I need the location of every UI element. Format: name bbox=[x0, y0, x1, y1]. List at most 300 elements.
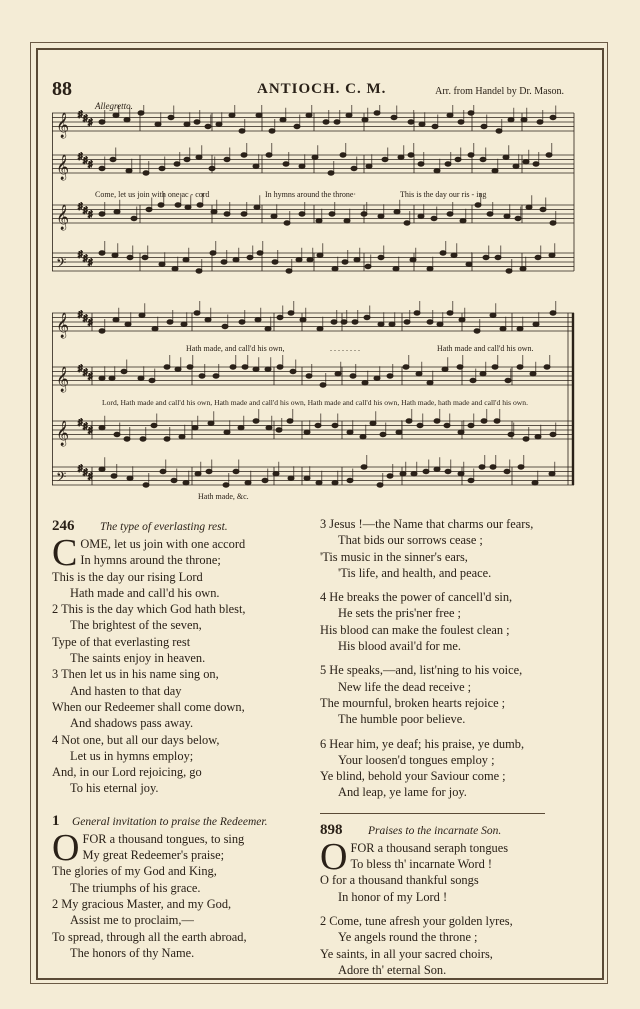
hymn-1-body bbox=[52, 826, 314, 961]
note-head bbox=[431, 216, 437, 220]
note-head bbox=[418, 214, 424, 218]
note-head bbox=[124, 118, 130, 122]
note-head bbox=[183, 258, 189, 262]
note-head bbox=[387, 474, 393, 478]
hymn-898-heading bbox=[320, 822, 582, 840]
treble-clef-icon: 𝄞 bbox=[56, 421, 70, 446]
note-head bbox=[296, 258, 302, 262]
note-head bbox=[99, 166, 105, 170]
note-head bbox=[158, 203, 164, 207]
note-head bbox=[99, 120, 105, 124]
note-head bbox=[253, 164, 259, 168]
verse-line: Ye angels round the throne ; bbox=[338, 930, 478, 945]
note-head bbox=[496, 129, 502, 133]
note-head bbox=[535, 435, 541, 439]
note-head bbox=[494, 419, 500, 423]
note-head bbox=[167, 320, 173, 324]
note-head bbox=[239, 320, 245, 324]
verse-line: New life the dead receive ; bbox=[338, 679, 472, 694]
sharp-icon: ♯ bbox=[83, 253, 88, 263]
note-head bbox=[317, 253, 323, 257]
note-head bbox=[184, 122, 190, 126]
note-head bbox=[546, 153, 552, 157]
verse-line: In hymns around the throne; bbox=[80, 553, 221, 568]
note-head bbox=[403, 365, 409, 369]
note-head bbox=[155, 122, 161, 126]
note-head bbox=[408, 153, 414, 157]
note-head bbox=[164, 437, 170, 441]
sharp-icon: ♯ bbox=[83, 421, 88, 431]
note-head bbox=[427, 320, 433, 324]
verse-line: 4 Not one, but all our days below, bbox=[52, 732, 220, 747]
note-head bbox=[521, 118, 527, 122]
hymn-246-heading bbox=[52, 518, 314, 536]
verse-line: And, in our Lord rejoicing, go bbox=[52, 765, 202, 780]
verse-line: Let us in hymns employ; bbox=[70, 748, 194, 763]
verse-line: The saints enjoy in heaven. bbox=[70, 651, 206, 666]
note-head bbox=[265, 367, 271, 371]
hymn-number: 1 bbox=[52, 812, 60, 829]
note-head bbox=[537, 120, 543, 124]
treble-clef-icon: 𝄞 bbox=[56, 313, 70, 338]
note-head bbox=[352, 320, 358, 324]
verse-line: 2 This is the day which God hath blest, bbox=[52, 602, 246, 617]
note-head bbox=[380, 432, 386, 436]
note-head bbox=[255, 318, 261, 322]
verse-line: Type of that everlasting rest bbox=[52, 634, 191, 649]
note-head bbox=[159, 166, 165, 170]
note-head bbox=[495, 255, 501, 259]
note-head bbox=[520, 267, 526, 271]
note-head bbox=[211, 210, 217, 214]
clefs bbox=[56, 112, 69, 488]
note-head bbox=[335, 372, 341, 376]
note-head bbox=[350, 374, 356, 378]
page-number: 88 bbox=[52, 78, 72, 100]
sharp-icon: ♯ bbox=[78, 201, 83, 211]
note-head bbox=[411, 472, 417, 476]
note-head bbox=[277, 365, 283, 369]
verse-line: To spread, through all the earth abroad, bbox=[52, 929, 247, 944]
note-head bbox=[209, 166, 215, 170]
note-head bbox=[224, 430, 230, 434]
note-head bbox=[224, 212, 230, 216]
sharp-icon: ♯ bbox=[88, 371, 93, 381]
hymn-number: 246 bbox=[52, 518, 75, 534]
note-head bbox=[99, 212, 105, 216]
note-head bbox=[444, 423, 450, 427]
note-head bbox=[490, 313, 496, 317]
note-head bbox=[340, 153, 346, 157]
note-head bbox=[151, 423, 157, 427]
staff-1-1 bbox=[52, 113, 574, 131]
hymn-column-right bbox=[320, 516, 582, 978]
bass-clef-icon: 𝄢 bbox=[56, 255, 67, 274]
verse-line: And leap, ye lame for joy. bbox=[338, 785, 467, 800]
note-head bbox=[331, 320, 337, 324]
note-head bbox=[265, 327, 271, 331]
note-head bbox=[445, 162, 451, 166]
note-head bbox=[196, 155, 202, 159]
note-head bbox=[458, 430, 464, 434]
note-head bbox=[427, 267, 433, 271]
note-head bbox=[210, 251, 216, 255]
sharp-icon: ♯ bbox=[88, 471, 93, 481]
note-head bbox=[351, 166, 357, 170]
lyric-line-1c: This is the day our ris - ing bbox=[400, 190, 487, 199]
note-head bbox=[316, 481, 322, 485]
note-head bbox=[347, 478, 353, 482]
verse-line: His blood can make the foulest clean ; bbox=[320, 622, 510, 637]
note-head bbox=[455, 157, 461, 161]
verse-line: And shadows pass away. bbox=[70, 716, 194, 731]
note-head bbox=[360, 435, 366, 439]
note-head bbox=[99, 329, 105, 333]
note-head bbox=[447, 212, 453, 216]
note-head bbox=[127, 476, 133, 480]
hymn-1-heading bbox=[52, 813, 314, 831]
note-head bbox=[505, 378, 511, 382]
note-head bbox=[374, 376, 380, 380]
note-head bbox=[328, 171, 334, 175]
note-head bbox=[99, 251, 105, 255]
lyric-line-1a: Come, let us join with one ac - cord bbox=[95, 190, 210, 199]
note-head bbox=[470, 378, 476, 382]
lyric-line-2c: Hath made, &c. bbox=[198, 492, 249, 501]
note-head bbox=[492, 365, 498, 369]
music-score bbox=[52, 105, 582, 505]
note-head bbox=[280, 118, 286, 122]
note-head bbox=[550, 311, 556, 315]
note-head bbox=[159, 262, 165, 266]
note-head bbox=[241, 153, 247, 157]
verse-line: The triumphs of his grace. bbox=[70, 880, 201, 895]
note-head bbox=[423, 469, 429, 473]
note-head bbox=[266, 426, 272, 430]
note-head bbox=[208, 421, 214, 425]
sharp-icon: ♯ bbox=[78, 249, 83, 259]
note-head bbox=[221, 260, 227, 264]
note-head bbox=[194, 311, 200, 315]
hymn-column-left bbox=[52, 518, 314, 961]
note-head bbox=[341, 320, 347, 324]
note-head bbox=[508, 118, 514, 122]
note-head bbox=[131, 216, 137, 220]
note-head bbox=[183, 481, 189, 485]
note-head bbox=[434, 419, 440, 423]
note-head bbox=[205, 124, 211, 128]
note-head bbox=[179, 435, 185, 439]
note-head bbox=[378, 322, 384, 326]
note-head bbox=[481, 419, 487, 423]
note-head bbox=[544, 365, 550, 369]
note-head bbox=[194, 120, 200, 124]
note-head bbox=[284, 221, 290, 225]
tempo-marking: Allegretto. bbox=[95, 101, 133, 111]
note-head bbox=[394, 210, 400, 214]
note-head bbox=[316, 219, 322, 223]
verse-line: When our Redeemer shall come down, bbox=[52, 699, 245, 714]
note-head bbox=[196, 269, 202, 273]
note-head bbox=[242, 365, 248, 369]
note-head bbox=[139, 313, 145, 317]
note-head bbox=[142, 255, 148, 259]
hymn-title: General invitation to praise the Redeemer. bbox=[72, 815, 268, 828]
note-head bbox=[307, 258, 313, 262]
note-head bbox=[233, 258, 239, 262]
note-head bbox=[299, 164, 305, 168]
note-head bbox=[526, 205, 532, 209]
note-head bbox=[277, 315, 283, 319]
hymn-246-body bbox=[52, 532, 314, 797]
verse-line: Ye saints, in all your sacred choirs, bbox=[320, 946, 493, 961]
note-head bbox=[549, 253, 555, 257]
note-head bbox=[266, 153, 272, 157]
note-head bbox=[238, 426, 244, 430]
note-head bbox=[523, 160, 529, 164]
verse-line: My great Redeemer's praise; bbox=[82, 848, 225, 863]
verse-line: Ye blind, behold your Saviour come ; bbox=[320, 769, 506, 784]
note-head bbox=[315, 423, 321, 427]
verse-line: Hath made and call'd his own. bbox=[70, 585, 220, 600]
lyric-line-1b: In hymns around the throne· bbox=[265, 190, 357, 199]
lyric-line-2a-dots: . . . . . . . . bbox=[330, 344, 360, 353]
verse-line: That bids our sorrows cease ; bbox=[338, 533, 483, 548]
note-head bbox=[533, 322, 539, 326]
note-head bbox=[419, 122, 425, 126]
note-head bbox=[109, 376, 115, 380]
note-head bbox=[276, 428, 282, 432]
note-head bbox=[181, 322, 187, 326]
note-head bbox=[533, 162, 539, 166]
note-head bbox=[112, 253, 118, 257]
verse-line: 2 Come, tune afresh your golden lyres, bbox=[320, 913, 513, 928]
tune-title: ANTIOCH. C. M. bbox=[257, 81, 387, 97]
note-head bbox=[550, 221, 556, 225]
verse-line: O for a thousand thankful songs bbox=[320, 873, 479, 888]
note-head bbox=[518, 465, 524, 469]
note-head bbox=[447, 113, 453, 117]
note-head bbox=[245, 481, 251, 485]
note-head bbox=[206, 469, 212, 473]
note-head bbox=[517, 327, 523, 331]
note-head bbox=[366, 164, 372, 168]
hymn-246-continued bbox=[320, 516, 582, 801]
note-head bbox=[273, 472, 279, 476]
note-head bbox=[149, 378, 155, 382]
note-head bbox=[500, 327, 506, 331]
verse-line: 4 He breaks the power of cancell'd sin, bbox=[320, 590, 513, 605]
note-head bbox=[404, 221, 410, 225]
note-head bbox=[346, 113, 352, 117]
note-head bbox=[294, 124, 300, 128]
verse-line: The humble poor believe. bbox=[338, 712, 466, 727]
note-head bbox=[171, 478, 177, 482]
note-head bbox=[398, 155, 404, 159]
note-head bbox=[138, 376, 144, 380]
note-head bbox=[230, 365, 236, 369]
note-head bbox=[175, 367, 181, 371]
note-head bbox=[550, 432, 556, 436]
note-head bbox=[143, 483, 149, 487]
verse-line: OME, let us join with one accord bbox=[80, 537, 246, 551]
note-head bbox=[513, 164, 519, 168]
note-head bbox=[408, 120, 414, 124]
sharp-icon: ♯ bbox=[83, 367, 88, 377]
note-head bbox=[164, 365, 170, 369]
note-head bbox=[378, 255, 384, 259]
note-head bbox=[517, 365, 523, 369]
note-head bbox=[229, 113, 235, 117]
verse-line: The brightest of the seven, bbox=[70, 618, 202, 633]
verse-line: And hasten to that day bbox=[70, 683, 182, 698]
note-head bbox=[125, 322, 131, 326]
note-head bbox=[160, 469, 166, 473]
note-head bbox=[172, 267, 178, 271]
note-head bbox=[410, 258, 416, 262]
note-head bbox=[504, 214, 510, 218]
note-head bbox=[468, 153, 474, 157]
staff-2-2 bbox=[52, 367, 574, 385]
sharp-icon: ♯ bbox=[78, 463, 83, 473]
arrangement-credit: Arr. from Handel by Dr. Mason. bbox=[435, 86, 564, 97]
note-head bbox=[540, 207, 546, 211]
note-head bbox=[475, 203, 481, 207]
note-head bbox=[437, 322, 443, 326]
note-head bbox=[434, 169, 440, 173]
note-head bbox=[549, 472, 555, 476]
note-head bbox=[457, 365, 463, 369]
sharp-icon: ♯ bbox=[78, 151, 83, 161]
note-head bbox=[99, 376, 105, 380]
note-head bbox=[304, 476, 310, 480]
note-head bbox=[474, 329, 480, 333]
note-head bbox=[174, 162, 180, 166]
sharp-icon: ♯ bbox=[88, 317, 93, 327]
note-head bbox=[479, 465, 485, 469]
note-head bbox=[365, 264, 371, 268]
note-head bbox=[111, 474, 117, 478]
note-head bbox=[332, 423, 338, 427]
hymn-title: The type of everlasting rest. bbox=[100, 521, 228, 533]
note-head bbox=[138, 111, 144, 115]
note-head bbox=[287, 419, 293, 423]
note-head bbox=[377, 483, 383, 487]
note-head bbox=[361, 212, 367, 216]
note-head bbox=[152, 327, 158, 331]
note-head bbox=[199, 374, 205, 378]
note-head bbox=[393, 267, 399, 271]
note-head bbox=[334, 120, 340, 124]
section-divider bbox=[320, 813, 545, 814]
note-head bbox=[114, 210, 120, 214]
note-head bbox=[451, 253, 457, 257]
verse-line: The glories of my God and King, bbox=[52, 864, 217, 879]
treble-clef-icon: 𝄞 bbox=[56, 155, 70, 180]
note-head bbox=[224, 157, 230, 161]
note-head bbox=[406, 419, 412, 423]
hymn-898-body bbox=[320, 835, 582, 978]
note-head bbox=[468, 478, 474, 482]
verse-line: The mournful, broken hearts rejoice ; bbox=[320, 695, 506, 710]
note-head bbox=[532, 481, 538, 485]
note-head bbox=[458, 472, 464, 476]
note-head bbox=[396, 430, 402, 434]
staff-2-3 bbox=[52, 421, 574, 439]
note-head bbox=[382, 157, 388, 161]
note-head bbox=[445, 469, 451, 473]
note-head bbox=[187, 365, 193, 369]
note-head bbox=[299, 212, 305, 216]
note-head bbox=[530, 372, 536, 376]
note-head bbox=[391, 115, 397, 119]
note-head bbox=[329, 212, 335, 216]
drop-cap: O bbox=[52, 826, 80, 869]
sharp-icon: ♯ bbox=[88, 117, 93, 127]
note-head bbox=[113, 318, 119, 322]
note-head bbox=[414, 311, 420, 315]
note-head bbox=[447, 311, 453, 315]
note-head bbox=[458, 120, 464, 124]
note-head bbox=[506, 269, 512, 273]
note-head bbox=[317, 327, 323, 331]
note-head bbox=[286, 269, 292, 273]
note-head bbox=[143, 171, 149, 175]
hymn-title: Praises to the incarnate Son. bbox=[368, 824, 502, 837]
note-head bbox=[535, 255, 541, 259]
note-head bbox=[140, 437, 146, 441]
note-head bbox=[254, 205, 260, 209]
note-head bbox=[389, 322, 395, 326]
note-head bbox=[332, 481, 338, 485]
note-head bbox=[113, 113, 119, 117]
note-head bbox=[342, 260, 348, 264]
verse-line: To his eternal joy. bbox=[70, 781, 159, 796]
note-head bbox=[466, 262, 472, 266]
note-head bbox=[460, 219, 466, 223]
note-head bbox=[306, 374, 312, 378]
note-head bbox=[361, 465, 367, 469]
note-head bbox=[262, 478, 268, 482]
note-head bbox=[241, 212, 247, 216]
note-head bbox=[468, 423, 474, 427]
staff-1-3 bbox=[52, 205, 574, 223]
note-head bbox=[362, 381, 368, 385]
sharp-icon: ♯ bbox=[83, 205, 88, 215]
note-head bbox=[523, 437, 529, 441]
note-head bbox=[387, 374, 393, 378]
note-head bbox=[378, 214, 384, 218]
note-head bbox=[288, 476, 294, 480]
note-head bbox=[344, 219, 350, 223]
sharp-icon: ♯ bbox=[78, 309, 83, 319]
verse-line: He sets the pris'ner free ; bbox=[338, 606, 461, 621]
note-head bbox=[434, 467, 440, 471]
note-head bbox=[192, 426, 198, 430]
sharp-icon: ♯ bbox=[88, 257, 93, 267]
note-head bbox=[354, 258, 360, 262]
lyric-line-2b: Lord, Hath made and call'd his own, Hath made and call'd his own, Hath made and call'd his own, Hath made, hath made and call'd his own. bbox=[102, 398, 528, 407]
sharp-icon: ♯ bbox=[83, 155, 88, 165]
note-head bbox=[99, 467, 105, 471]
note-head bbox=[205, 318, 211, 322]
note-head bbox=[184, 157, 190, 161]
note-head bbox=[216, 122, 222, 126]
drop-cap: O bbox=[320, 835, 348, 878]
note-head bbox=[468, 111, 474, 115]
note-head bbox=[404, 320, 410, 324]
note-head bbox=[480, 372, 486, 376]
